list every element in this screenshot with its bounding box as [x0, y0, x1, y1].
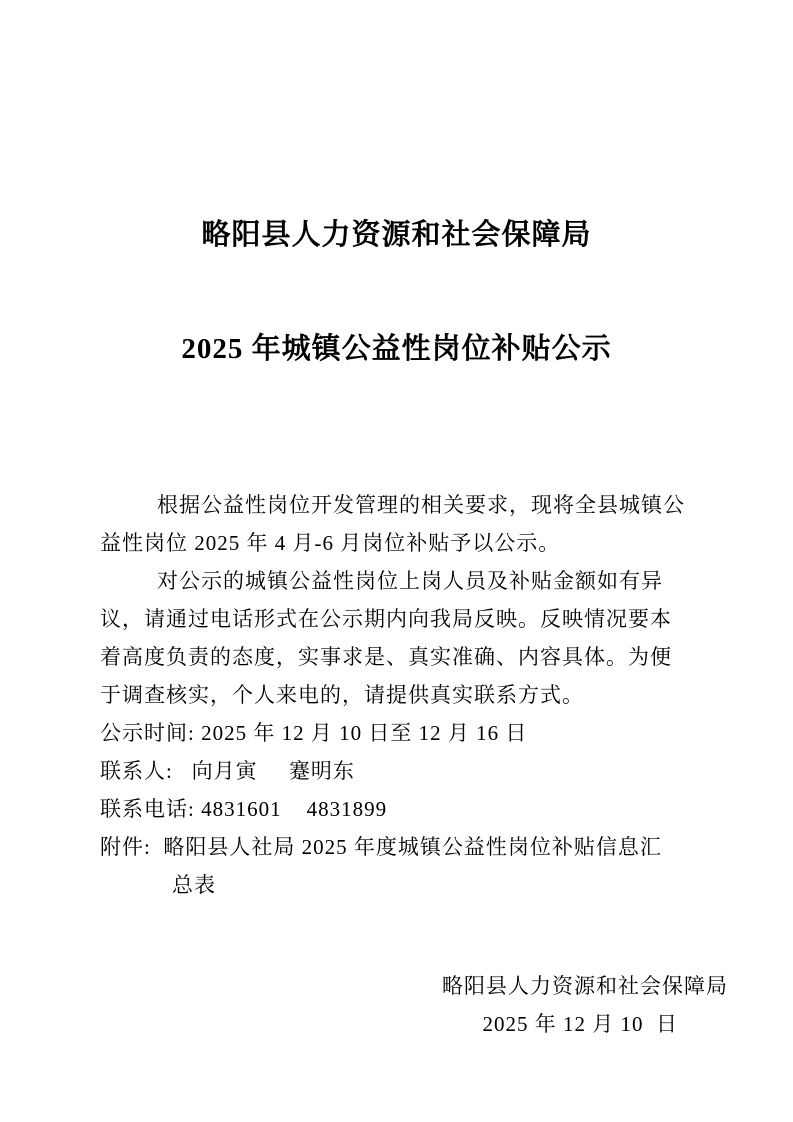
- document-title: [0, 0, 793, 444]
- paragraph-2-line-2: 议，请通过电话形式在公示期内向我局反映。反映情况要本: [100, 607, 672, 631]
- phones-line: 联系电话: 4831601 4831899: [100, 797, 388, 821]
- paragraph-1-line-1: 根据公益性岗位开发管理的相关要求，现将全县城镇公: [157, 493, 685, 517]
- document-title-line-2: 2025 年城镇公益性岗位补贴公示: [181, 333, 612, 365]
- contacts-line: 联系人: 向月寅 蹇明东: [100, 759, 355, 783]
- signature-block: [0, 967, 793, 1043]
- signature-date: 2025 年 12 月 10 日: [482, 1012, 678, 1036]
- document-title-line-1: 略阳县人力资源和社会保障局: [201, 219, 592, 251]
- attachment-line: 附件: 略阳县人社局 2025 年度城镇公益性岗位补贴信息汇: [100, 835, 662, 859]
- document-body: [0, 486, 793, 904]
- publicity-period-line: 公示时间: 2025 年 12 月 10 日至 12 月 16 日: [100, 721, 528, 745]
- paragraph-2-line-4: 于调查核实，个人来电的，请提供真实联系方式。: [100, 683, 584, 707]
- attachment-line-continuation: 总表: [172, 873, 216, 897]
- paragraph-2-line-3: 着高度负责的态度，实事求是、真实准确、内容具体。为便: [100, 645, 672, 669]
- paragraph-1-line-2: 益性岗位 2025 年 4 月-6 月岗位补贴予以公示。: [100, 531, 561, 555]
- signature-issuer: 略阳县人力资源和社会保障局: [442, 974, 728, 998]
- paragraph-2-line-1: 对公示的城镇公益性岗位上岗人员及补贴金额如有异: [157, 569, 663, 593]
